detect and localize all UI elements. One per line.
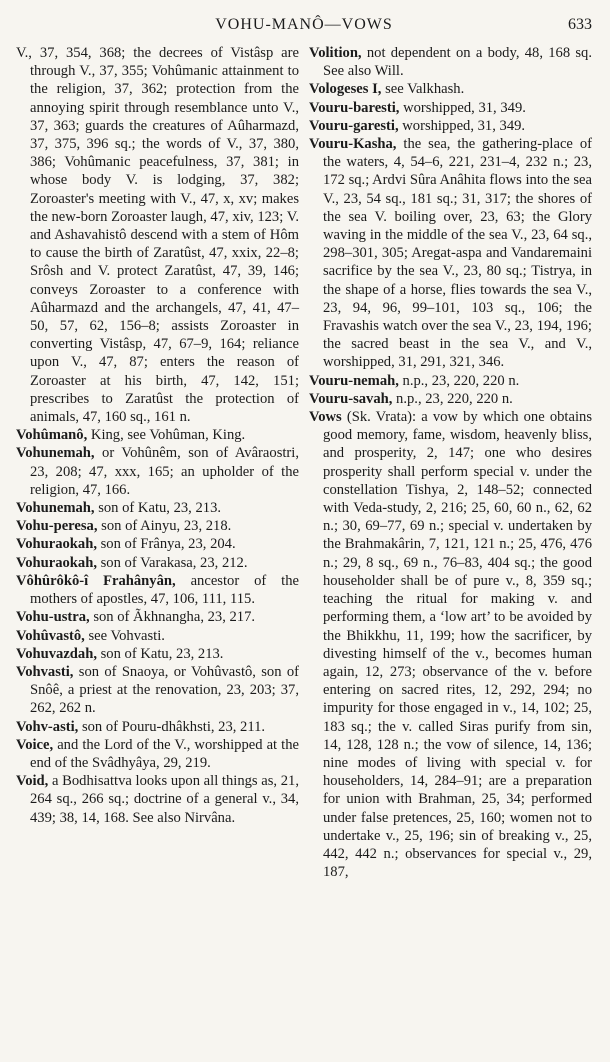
index-entry — [309, 117, 592, 135]
entry-headword: Vouru-Kasha, — [309, 136, 397, 153]
entry-headword: Vôhûrôkô-î Frahânyân, — [16, 572, 176, 589]
entry-headword: Vohuvazdah, — [16, 645, 97, 662]
entry-text: the sea, the gathering-place of the waters, 4, 54–6, 221, 231–4, 232 n.; 23, 172 sq.; Ardvi Sûra Anâhita flows into the sea V., 23, 54 sq., 181 sq.; 31, 317; the shores of the sea V. boiling over, 23, 63; the Glory waving in the middle of the sea V., 23, 64 sq., 298–301, 305; Aregat-aspa and Vandaremaini sacrifice by the sea V., 23, 80 sq.; Tistrya, in the shape of a horse, flies towards the sea V., 23, 94, 96, 99–101, 103 sq., 106; the Fravashis watch over the sea V., 23, 194, 196; the sacred beast in the sea V., and V., worshipped, 31, 291, 321, 346. — [323, 136, 592, 371]
entry-text: son of Snaoya, or Vohûvastô, son of Snôê, a priest at the renovation, 23, 203; 37, 262, 262 n. — [30, 663, 299, 717]
index-entry — [16, 718, 299, 736]
entry-text: n.p., 23, 220, 220 n. — [398, 372, 520, 389]
entry-text: son of Frânya, 23, 204. — [96, 536, 236, 553]
entry-headword: Volition, — [309, 45, 362, 61]
page-number: 633 — [568, 16, 592, 33]
entry-text: see Vohvasti. — [84, 627, 165, 644]
index-entry — [16, 572, 299, 608]
entry-headword: Vows — [309, 409, 342, 426]
entry-headword: Vohunemah, — [16, 500, 95, 517]
index-entry — [16, 499, 299, 517]
entry-headword: Vohûvastô, — [16, 627, 85, 644]
entry-headword: Vouru-savah, — [309, 390, 393, 407]
entry-text: son of Pouru-dhâkhsti, 23, 211. — [78, 718, 266, 735]
entry-text: son of Varakasa, 23, 212. — [96, 554, 248, 571]
entry-text: son of Ãkhnangha, 23, 217. — [89, 609, 256, 626]
entry-text: worshipped, 31, 349. — [398, 117, 526, 134]
entry-text: a Bodhisattva looks upon all things as, 21, 264 sq., 266 sq.; doctrine of a general v., 34, 439; 38, 14, 168. See also Nirvâna. — [30, 773, 299, 826]
entry-headword: Vohunemah, — [16, 445, 95, 462]
entry-headword: Vouru-baresti, — [309, 99, 400, 116]
index-entry — [16, 608, 299, 626]
entry-headword: Vohuraokah, — [16, 536, 97, 553]
entry-headword: Vouru-garesti, — [309, 117, 399, 134]
index-entry — [309, 372, 592, 390]
index-entry — [16, 444, 299, 499]
entry-headword: Vohv-asti, — [16, 718, 79, 735]
entry-headword: Vouru-nemah, — [309, 372, 399, 389]
entry-headword: Vohûmanô, — [16, 427, 88, 444]
entry-text: son of Katu, 23, 213. — [96, 645, 224, 662]
index-entry — [16, 554, 299, 572]
entry-text: son of Katu, 23, 213. — [94, 500, 222, 517]
index-entry — [16, 44, 299, 426]
index-entry — [16, 426, 299, 444]
index-entry — [16, 772, 299, 827]
index-entry — [309, 408, 592, 881]
entry-text: V., 37, 354, 368; the decrees of Vistâsp are through V., 37, 355; Vohûmanic attainment to the religion, 37, 362; protection from the annoying spirit through resemblance unto V., 37, 363; guards the creatures of Aûharmazd, 37, 375, 396 sq.; the words of V., 37, 380, 386; Vohûmanic peacefulness, 37, 381; in whose body V. is lodging, 37, 382; Zoroaster's meeting with V., 47, x, xv; makes the new-born Zoroaster laugh, 47, xiv, 123; V. and Ashavahistô descend with a stem of Hôm to cause the birth of Zaratûst, 47, xxix, 22–8; Srôsh and V. protect Zaratûst, 47, 39, 146; conveys Zoroaster to a conference with Aûharmazd and the archangels, 47, 41, 47–50, 57, 62, 156–8; assists Zoroaster in converting Vistâsp, 47, 67–9, 164; reliance upon V., 47, 87; enters the reason of Zoroaster at his birth, 47, 142, 151; prescribes to Zaratûst the protection of animals, 47, 160 sq., 161 n. — [16, 45, 299, 426]
running-title: VOHU-MANÔ—VOWS — [215, 16, 393, 33]
entry-text: worshipped, 31, 349. — [399, 99, 526, 116]
entry-headword: Vohvasti, — [16, 663, 74, 680]
index-entry — [16, 645, 299, 663]
entry-headword: Void, — [16, 773, 49, 790]
entry-text: King, see Vohûman, King. — [87, 427, 246, 444]
index-entry — [16, 517, 299, 535]
right-column — [309, 44, 592, 881]
entry-headword: Vohu-ustra, — [16, 609, 90, 626]
index-entry — [16, 627, 299, 645]
entry-headword: Vologeses I, — [309, 81, 382, 98]
index-columns — [16, 44, 592, 881]
page-header — [16, 10, 592, 38]
index-entry — [309, 99, 592, 117]
index-entry — [309, 390, 592, 408]
index-entry — [309, 135, 592, 372]
entry-text: son of Ainyu, 23, 218. — [97, 518, 232, 535]
left-column — [16, 44, 299, 881]
entry-text: ancestor of the mothers of apostles, 47, 106, 111, 115. — [30, 572, 299, 608]
index-entry — [16, 663, 299, 718]
entry-headword: Vohu-peresa, — [16, 518, 98, 535]
entry-headword: Voice, — [16, 736, 54, 753]
entry-text: n.p., 23, 220, 220 n. — [392, 390, 513, 407]
entry-text: or Vohûnêm, son of Avâraostri, 23, 208; 47, xxx, 165; an upholder of the religion, 47, 166. — [30, 445, 299, 498]
entry-headword: Vohuraokah, — [16, 554, 97, 571]
index-entry — [309, 80, 592, 98]
index-entry — [16, 535, 299, 553]
entry-text: and the Lord of the V., worshipped at the end of the Svâdhyâya, 29, 219. — [30, 736, 299, 771]
index-entry — [309, 44, 592, 80]
entry-text: see Valkhash. — [381, 81, 465, 98]
entry-text: not dependent on a body, 48, 168 sq. See also Will. — [323, 45, 592, 80]
entry-text: (Sk. Vrata): a vow by which one obtains good memory, fame, wisdom, heavenly bliss, and prosperity, 2, 147; one who desires prosperity shall perform special v. under the constellation Tishya, 2, 148–52; connected with Veda-study, 2, 216; 25, 60, 60 n., 62, 62 n.; 30, 69–77, 69 n.; special v. undertaken by the Brahmakârin, 7, 121, 121 n.; 25, 476, 476 n.; 29, 8 sq., 69 n., 76–83, 404 sq.; the good householder shall be of pure v., 8, 359 sq.; teaching the ritual for making v. and performing them, a ‘low art’ to be avoided by the Bhikkhu, 11, 199; how the sacrificer, by divesting himself of the v., becomes human again, 12, 273; observance of the v. before entering on sacred rites, 12, 292, 294; no impurity for those engaged in v., 14, 102; 25, 183 sq.; the v. called Siras purify from sin, 14, 128, 128 n.; the vow of silence, 14, 136; nine modes of living with special v. for householders, 14, 284–91; are a preparation for union with Brahman, 25, 34; performed under false pretences, 25, 160; women not to undertake v., 25, 196; sin of breaking v., 25, 442, 442 n.; observances for special v., 29, 187, — [323, 409, 592, 881]
index-entry — [16, 736, 299, 772]
